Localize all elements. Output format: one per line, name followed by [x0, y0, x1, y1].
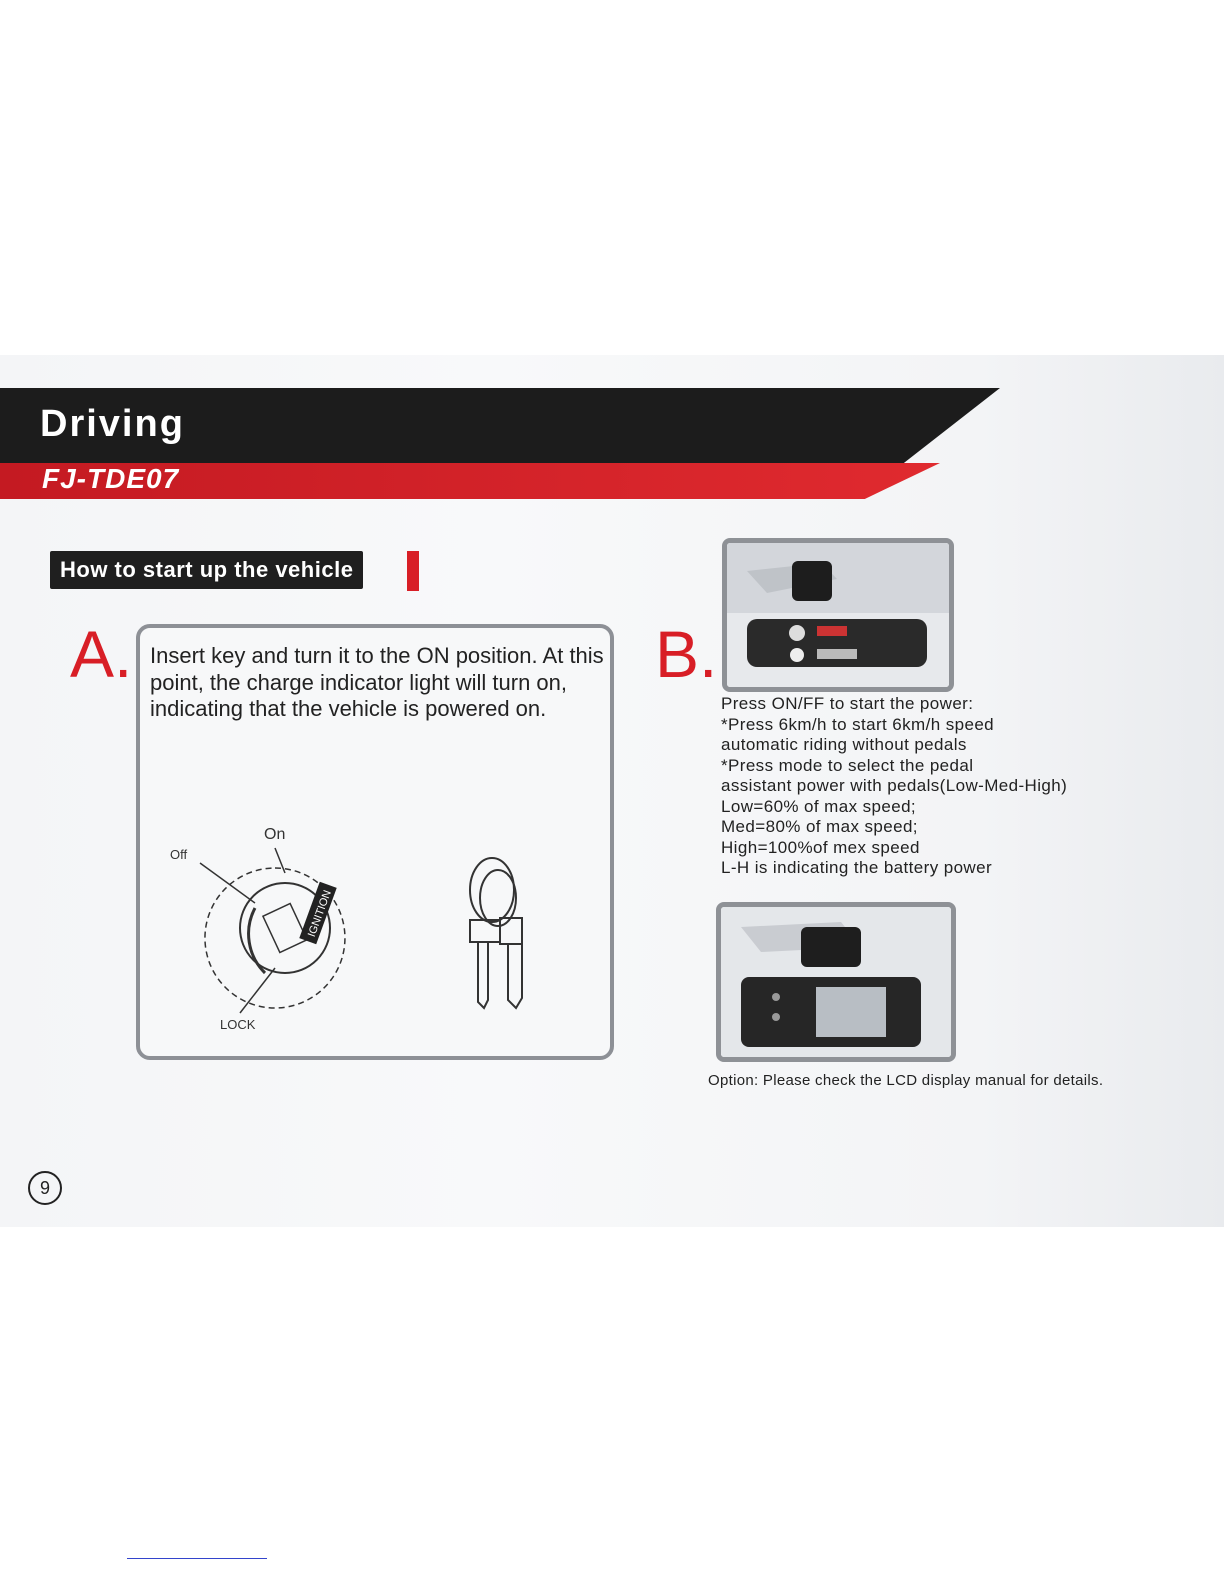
instruction-line: assistant power with pedals(Low-Med-High) — [721, 776, 1068, 795]
instruction-line: *Press mode to select the pedal — [721, 755, 974, 775]
ignition-label: IGNITION — [305, 888, 334, 939]
lcd-display-photo — [716, 902, 956, 1062]
instruction-line: Med=80% of max speed; — [721, 817, 918, 836]
instruction-line: Low=60% of max speed; — [721, 796, 917, 816]
section-marker — [407, 551, 419, 591]
label-lock: LOCK — [220, 1017, 256, 1032]
step-b-letter: B. — [655, 617, 718, 691]
key-2 — [500, 918, 522, 1008]
step-b-instructions — [721, 694, 1191, 879]
instruction-line: automatic riding without pedals — [721, 735, 967, 754]
instruction-line: *Press 6km/h to start 6km/h speed — [721, 714, 995, 734]
label-off: Off — [170, 847, 188, 862]
page-number: 9 — [28, 1171, 62, 1205]
step-a-text: Insert key and turn it to the ON position. At this point, the charge indicator light will turn on, indicating that the vehicle is powered on. — [150, 643, 604, 721]
instruction-line: High=100%of mex speed — [721, 837, 920, 857]
page-title: Driving — [40, 403, 185, 445]
ignition-key-slot — [263, 904, 307, 953]
handlebar-control-photo — [722, 538, 954, 692]
footer-underline — [127, 1558, 267, 1559]
section-heading: How to start up the vehicle — [50, 551, 363, 589]
instruction-line: L-H is indicating the battery power — [721, 858, 993, 877]
option-note: Option: Please check the LCD display manual for details. — [708, 1072, 1104, 1089]
key-ring — [470, 858, 514, 922]
ignition-arc — [249, 908, 265, 973]
label-on: On — [264, 826, 286, 843]
ignition-switch-diagram — [160, 813, 390, 1033]
instruction-line: Press ON/FF to start the power: — [721, 694, 974, 713]
keys-illustration — [440, 850, 550, 1020]
model-name: FJ-TDE07 — [42, 463, 180, 494]
ignition-label-box — [299, 882, 336, 945]
step-a-letter: A. — [70, 617, 133, 691]
key-1 — [470, 920, 500, 1008]
manual-page — [0, 355, 1224, 1227]
